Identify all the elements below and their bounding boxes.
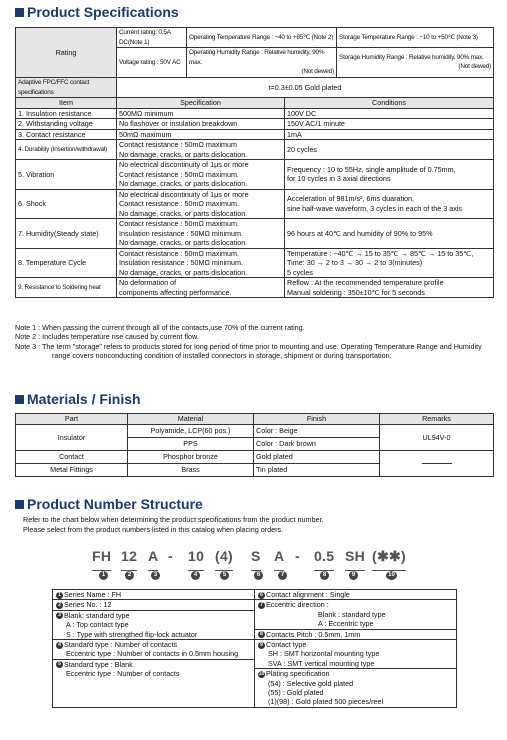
- spec-cond-cell: [285, 219, 494, 249]
- legend-row: [53, 600, 457, 610]
- pn-code-segment: FH: [92, 548, 111, 571]
- spec-spec-cell: [117, 219, 285, 249]
- rating-cell: Storage Temperature Range : −10 to +50℃ (Note 3): [337, 28, 494, 48]
- spec-cond-cell: [285, 119, 494, 130]
- adaptive-table: [15, 77, 494, 98]
- legend-line: [258, 630, 453, 639]
- spec-spec-line: No damage, cracks, or parts dislocation.: [119, 179, 248, 188]
- legend-text: Eccentric type : Number of contacts in 0.5mm housing: [66, 649, 239, 659]
- spec-item: 7. Humidity(Steady state): [16, 219, 117, 249]
- legend-text: Blank: standard type: [64, 610, 130, 620]
- pn-number-marker: 3: [151, 571, 160, 580]
- spec-item: 9. Resistance to Soldering heat: [16, 278, 117, 298]
- spec-spec-line: components affecting performance.: [119, 287, 232, 297]
- spec-item: 2. Withstanding voltage: [16, 119, 117, 130]
- spec-row: [16, 189, 494, 219]
- legend-entry: [255, 600, 457, 629]
- materials-header-material: Material: [128, 414, 254, 425]
- legend-line: [258, 640, 453, 649]
- spec-cond-cell: [285, 140, 494, 160]
- pn-code-segment: A: [148, 548, 158, 571]
- spec-row: [16, 119, 494, 130]
- legend-line: [56, 669, 251, 678]
- materials-finish: Gold plated: [254, 451, 380, 464]
- spec-spec-line: Insulation resistance : 50MΩ minimum.: [119, 228, 244, 238]
- pn-code-segment: -: [295, 548, 300, 564]
- pn-number-marker: 2: [125, 571, 134, 580]
- rating-cell: [337, 48, 494, 78]
- pn-code-segment: (4): [215, 548, 233, 571]
- spec-cond-cell: [285, 189, 494, 219]
- rating-cell: Current rating: 0.5A DC(Note 1): [117, 28, 187, 48]
- pn-code-segment: A: [274, 548, 284, 571]
- section-square-icon: [15, 395, 24, 404]
- spec-cond-line: Temperature : −40℃ → 15 to 35℃ → 85℃ → 15 to 35℃,: [287, 248, 474, 258]
- legend-line: [258, 600, 453, 609]
- pn-code-segment: 0.5: [314, 548, 334, 571]
- spec-cond-line: for 10 cycles in 3 axial directions: [287, 174, 391, 184]
- pn-code-segment: S: [251, 548, 261, 571]
- rating-cell: Voltage rating : 50V AC: [117, 48, 187, 78]
- section-title-specifications: [15, 4, 179, 20]
- pn-number-marker: 8: [320, 571, 329, 580]
- spec-item: 1. Insulation resistance: [16, 108, 117, 119]
- spec-cond-line: Time: 30 → 2 to 3 → 30 → 2 to 3(minutes): [287, 258, 423, 267]
- legend-line: [258, 590, 453, 599]
- remarks-dash: [422, 463, 452, 464]
- legend-entry: [255, 629, 457, 639]
- materials-material: Brass: [128, 464, 254, 477]
- pn-code-segment: 12: [121, 548, 137, 571]
- spec-spec-line: No electrical discontinuity of 1μs or more: [119, 160, 249, 169]
- spec-spec-cell: [117, 248, 285, 278]
- spec-spec-line: Contact resistance : 50mΩ maximum.: [119, 248, 240, 258]
- legend-line: [258, 610, 453, 619]
- legend-text: A : Top contact type: [66, 620, 129, 630]
- spec-row: [16, 278, 494, 298]
- legend-text: A : Eccentric type: [318, 619, 374, 629]
- legend-line: [258, 649, 453, 658]
- spec-row: [16, 248, 494, 278]
- spec-spec-line: No damage, cracks, or parts dislocation.: [119, 238, 248, 247]
- pn-legend-table: [52, 589, 457, 708]
- spec-spec-cell: [117, 189, 285, 219]
- spec-spec-line: Contact resistance : 50mΩ maximum: [119, 140, 238, 149]
- legend-entry: [255, 669, 457, 708]
- spec-spec-line: Contact resistance : 50mΩ maximum.: [119, 199, 240, 208]
- legend-entry: [255, 640, 457, 669]
- spec-item: 3. Contact resistance: [16, 129, 117, 140]
- legend-line: [258, 669, 453, 678]
- spec-spec-line: No electrical discontinuity of 1μs or more: [119, 189, 249, 199]
- spec-spec-cell: [117, 108, 285, 119]
- spec-spec-line: No deformation of: [119, 278, 177, 287]
- legend-line: [56, 640, 251, 649]
- legend-text: Eccentric direction :: [266, 600, 329, 610]
- spec-row: [16, 108, 494, 119]
- materials-remarks: UL94V-0: [380, 425, 494, 451]
- materials-material: Polyamide, LCP(60 pos.): [128, 425, 254, 438]
- pn-number-marker: 7: [278, 571, 287, 580]
- legend-entry: [53, 659, 255, 707]
- spec-spec-line: Contact resistance : 50mΩ maximum.: [119, 219, 240, 228]
- spec-row: [16, 219, 494, 249]
- legend-text: Contacts Pitch : 0.5mm, 1mm: [266, 629, 361, 639]
- legend-text: Standard type : Number of contacts: [64, 640, 178, 650]
- note: Note 1 : When passing the current through all of the contacts,use 70% of the current rating.: [15, 323, 305, 332]
- spec-cond-line: Reflow : At the recommended temperature profile: [287, 278, 444, 287]
- legend-text: Series Name : FH: [64, 590, 122, 599]
- spec-cond-line: Acceleration of 981m/s², 6ms duaration,: [287, 194, 415, 204]
- spec-cond-line: 1mA: [287, 129, 302, 139]
- legend-entry: [53, 600, 255, 610]
- legend-line: [56, 590, 251, 599]
- legend-text: Contact type: [266, 640, 307, 650]
- legend-number-icon: 10: [258, 670, 265, 677]
- spec-spec-line: Contact resistance : 50mΩ maximum.: [119, 169, 240, 179]
- materials-remarks-blank: [380, 451, 494, 477]
- spec-spec-cell: [117, 129, 285, 140]
- pn-intro: [23, 515, 323, 534]
- materials-material: PPS: [128, 438, 254, 451]
- spec-table-body: [16, 108, 494, 298]
- spec-spec-line: No damage, cracks, or parts dislocation.: [119, 267, 248, 277]
- spec-cond-line: 5 cycles: [287, 267, 313, 277]
- section-title-text: Materials / Finish: [27, 391, 141, 407]
- rating-cell-text: Operating Humidity Range : Relative humidity, 90% max.: [189, 49, 325, 66]
- spec-table: [15, 97, 494, 298]
- spec-cond-line: 20 cycles: [287, 144, 317, 154]
- spec-cond-cell: [285, 278, 494, 298]
- spec-spec-line: No damage, cracks, or parts dislocation.: [119, 208, 248, 218]
- note: Note 2 : Includes temperature rise caused by current flow.: [15, 332, 199, 342]
- materials-table: [15, 413, 494, 477]
- legend-number-icon: 8: [258, 631, 265, 638]
- spec-cond-line: 96 hours at 40℃ and humidity of 90% to 95%: [287, 228, 433, 238]
- legend-text: SH : SMT horizontal mounting type: [268, 649, 380, 659]
- spec-spec-line: 500MΩ minimum: [119, 108, 174, 118]
- legend-number-icon: 5: [56, 661, 63, 668]
- rating-cell-text: Storage Humidity Range : Relative humidity, 90% max.: [339, 53, 484, 61]
- spec-cond-cell: [285, 248, 494, 278]
- legend-text: Contact alignment : Single: [266, 590, 350, 599]
- spec-row: [16, 129, 494, 140]
- legend-text: Series No. : 12: [64, 600, 112, 610]
- pn-intro-line: Please select from the product numbers listed in this catalog when placing orders.: [23, 524, 284, 534]
- rating-cell: Operating Temperature Range : −40 to +85℃ (Note 2): [187, 28, 337, 48]
- spec-spec-cell: [117, 119, 285, 130]
- legend-entry: [53, 640, 255, 660]
- materials-part: Metal Fittings: [16, 464, 128, 477]
- spec-row: [16, 160, 494, 190]
- legend-text: (55) : Gold plated: [268, 688, 324, 698]
- spec-cond-line: 100V DC: [287, 108, 317, 118]
- rating-table: [15, 27, 494, 78]
- pn-intro-line: Refer to the chart below when determining the product specifications from the product number.: [23, 515, 324, 524]
- legend-number-icon: 7: [258, 602, 265, 609]
- legend-line: [56, 611, 251, 620]
- pn-number-marker: 5: [220, 571, 229, 580]
- pn-number-marker: 10: [386, 571, 397, 580]
- materials-finish: Color : Dark brown: [254, 438, 380, 451]
- legend-text: Standard type : Blank: [64, 659, 133, 669]
- materials-finish: Color : Beige: [254, 425, 380, 438]
- legend-text: S : Type with strengthed flip-lock actuator: [66, 629, 198, 639]
- spec-spec-line: Insulation resistance : 50MΩ minimum.: [119, 258, 244, 267]
- spec-item: 6. Shock: [16, 189, 117, 219]
- legend-text: SVA : SMT vertical mounting type: [268, 658, 375, 668]
- note: Note 3 : The term "storage" refers to products stored for long period of time prior to mounting and use. Operating Temperature Range and Humidity range covers nonconducting condition of installed connectors in storage, shipment or during transportation.: [15, 341, 482, 360]
- legend-number-icon: 6: [258, 592, 265, 599]
- materials-material: Phosphor bronze: [128, 451, 254, 464]
- pn-number-marker: 4: [191, 571, 200, 580]
- materials-part: Insulator: [16, 425, 128, 451]
- legend-line: [258, 697, 453, 706]
- legend-line: [258, 688, 453, 697]
- legend-number-icon: 2: [56, 602, 63, 609]
- legend-text: Plating specification: [266, 669, 330, 679]
- legend-text: Eccentric type : Number of contacts: [66, 669, 180, 679]
- legend-entry: [53, 590, 255, 600]
- spec-row: [16, 140, 494, 160]
- pn-number-marker: 1: [99, 571, 108, 580]
- legend-line: [56, 660, 251, 669]
- rating-label: Rating: [16, 28, 117, 78]
- pn-code-segment: SH: [345, 548, 365, 571]
- legend-line: [258, 679, 453, 688]
- pn-number-marker: 9: [349, 571, 358, 580]
- materials-header-part: Part: [16, 414, 128, 425]
- spec-spec-line: 50mΩ maximum: [119, 129, 172, 139]
- legend-text: (1)(98) : Gold plated 500 pieces/reel: [268, 697, 384, 707]
- adaptive-label: Adaptive FPC/FFC contact specifications: [16, 78, 117, 98]
- legend-number-icon: 3: [56, 612, 63, 619]
- pn-legend-body: [53, 590, 457, 708]
- materials-header-finish: Finish: [254, 414, 380, 425]
- section-title-text: Product Specifications: [27, 4, 179, 20]
- legend-line: [56, 630, 251, 639]
- section-square-icon: [15, 500, 24, 509]
- legend-text: Blank : standard type: [318, 609, 386, 619]
- spec-notes: [15, 323, 497, 360]
- spec-cond-line: Frequency : 10 to 55Hz, single amplitude of 0.75mm,: [287, 164, 456, 174]
- pn-number-marker: 6: [254, 571, 263, 580]
- pn-code-segment: -: [168, 548, 173, 564]
- legend-number-icon: 9: [258, 642, 265, 649]
- legend-number-icon: 4: [56, 642, 63, 649]
- spec-item: 4. Durability (Insertion/withdrawal): [16, 140, 117, 160]
- not-dewed-text: (Not dewed): [458, 63, 491, 71]
- spec-spec-cell: [117, 160, 285, 190]
- spec-item: 8. Temperature Cycle: [16, 248, 117, 278]
- spec-cond-cell: [285, 129, 494, 140]
- spec-spec-cell: [117, 140, 285, 160]
- legend-row: [53, 640, 457, 660]
- materials-part: Contact: [16, 451, 128, 464]
- spec-cond-line: sine half-wave waveform, 3 cycles in each of the 3 axis: [287, 203, 462, 213]
- section-title-product-number: [15, 496, 203, 512]
- legend-row: [53, 590, 457, 600]
- legend-line: [56, 620, 251, 629]
- section-title-materials: [15, 391, 141, 407]
- spec-header-specification: Specification: [117, 98, 285, 109]
- materials-finish: Tin plated: [254, 464, 380, 477]
- spec-header-item: Item: [16, 98, 117, 109]
- legend-line: [56, 600, 251, 609]
- spec-item: 5. Vibration: [16, 160, 117, 190]
- spec-cond-line: 150V AC/1 minute: [287, 119, 345, 128]
- not-dewed-text: (Not dewed): [301, 68, 334, 75]
- spec-cond-line: Manual soldering : 350±10℃ for 5 seconds: [287, 287, 425, 297]
- adaptive-value: t=0.3±0.05 Gold plated: [117, 78, 494, 98]
- legend-number-icon: 1: [56, 592, 63, 599]
- legend-text: (54) : Selective gold plated: [268, 678, 354, 688]
- pn-code-segment: (✱✱): [372, 548, 406, 571]
- spec-spec-line: No damage, cracks, or parts dislocation.: [119, 149, 248, 159]
- pn-code-segment: 10: [188, 548, 204, 571]
- legend-line: [258, 659, 453, 668]
- materials-header-remarks: Remarks: [380, 414, 494, 425]
- legend-line: [258, 619, 453, 628]
- legend-entry: [53, 610, 255, 639]
- spec-spec-cell: [117, 278, 285, 298]
- rating-cell: [187, 48, 337, 78]
- spec-header-conditions: Conditions: [285, 98, 494, 109]
- spec-cond-cell: [285, 160, 494, 190]
- legend-line: [56, 649, 251, 658]
- section-square-icon: [15, 8, 24, 17]
- legend-entry: [255, 590, 457, 600]
- spec-spec-line: No flashover or insulation breakdown.: [119, 119, 240, 128]
- spec-cond-cell: [285, 108, 494, 119]
- section-title-text: Product Number Structure: [27, 496, 203, 512]
